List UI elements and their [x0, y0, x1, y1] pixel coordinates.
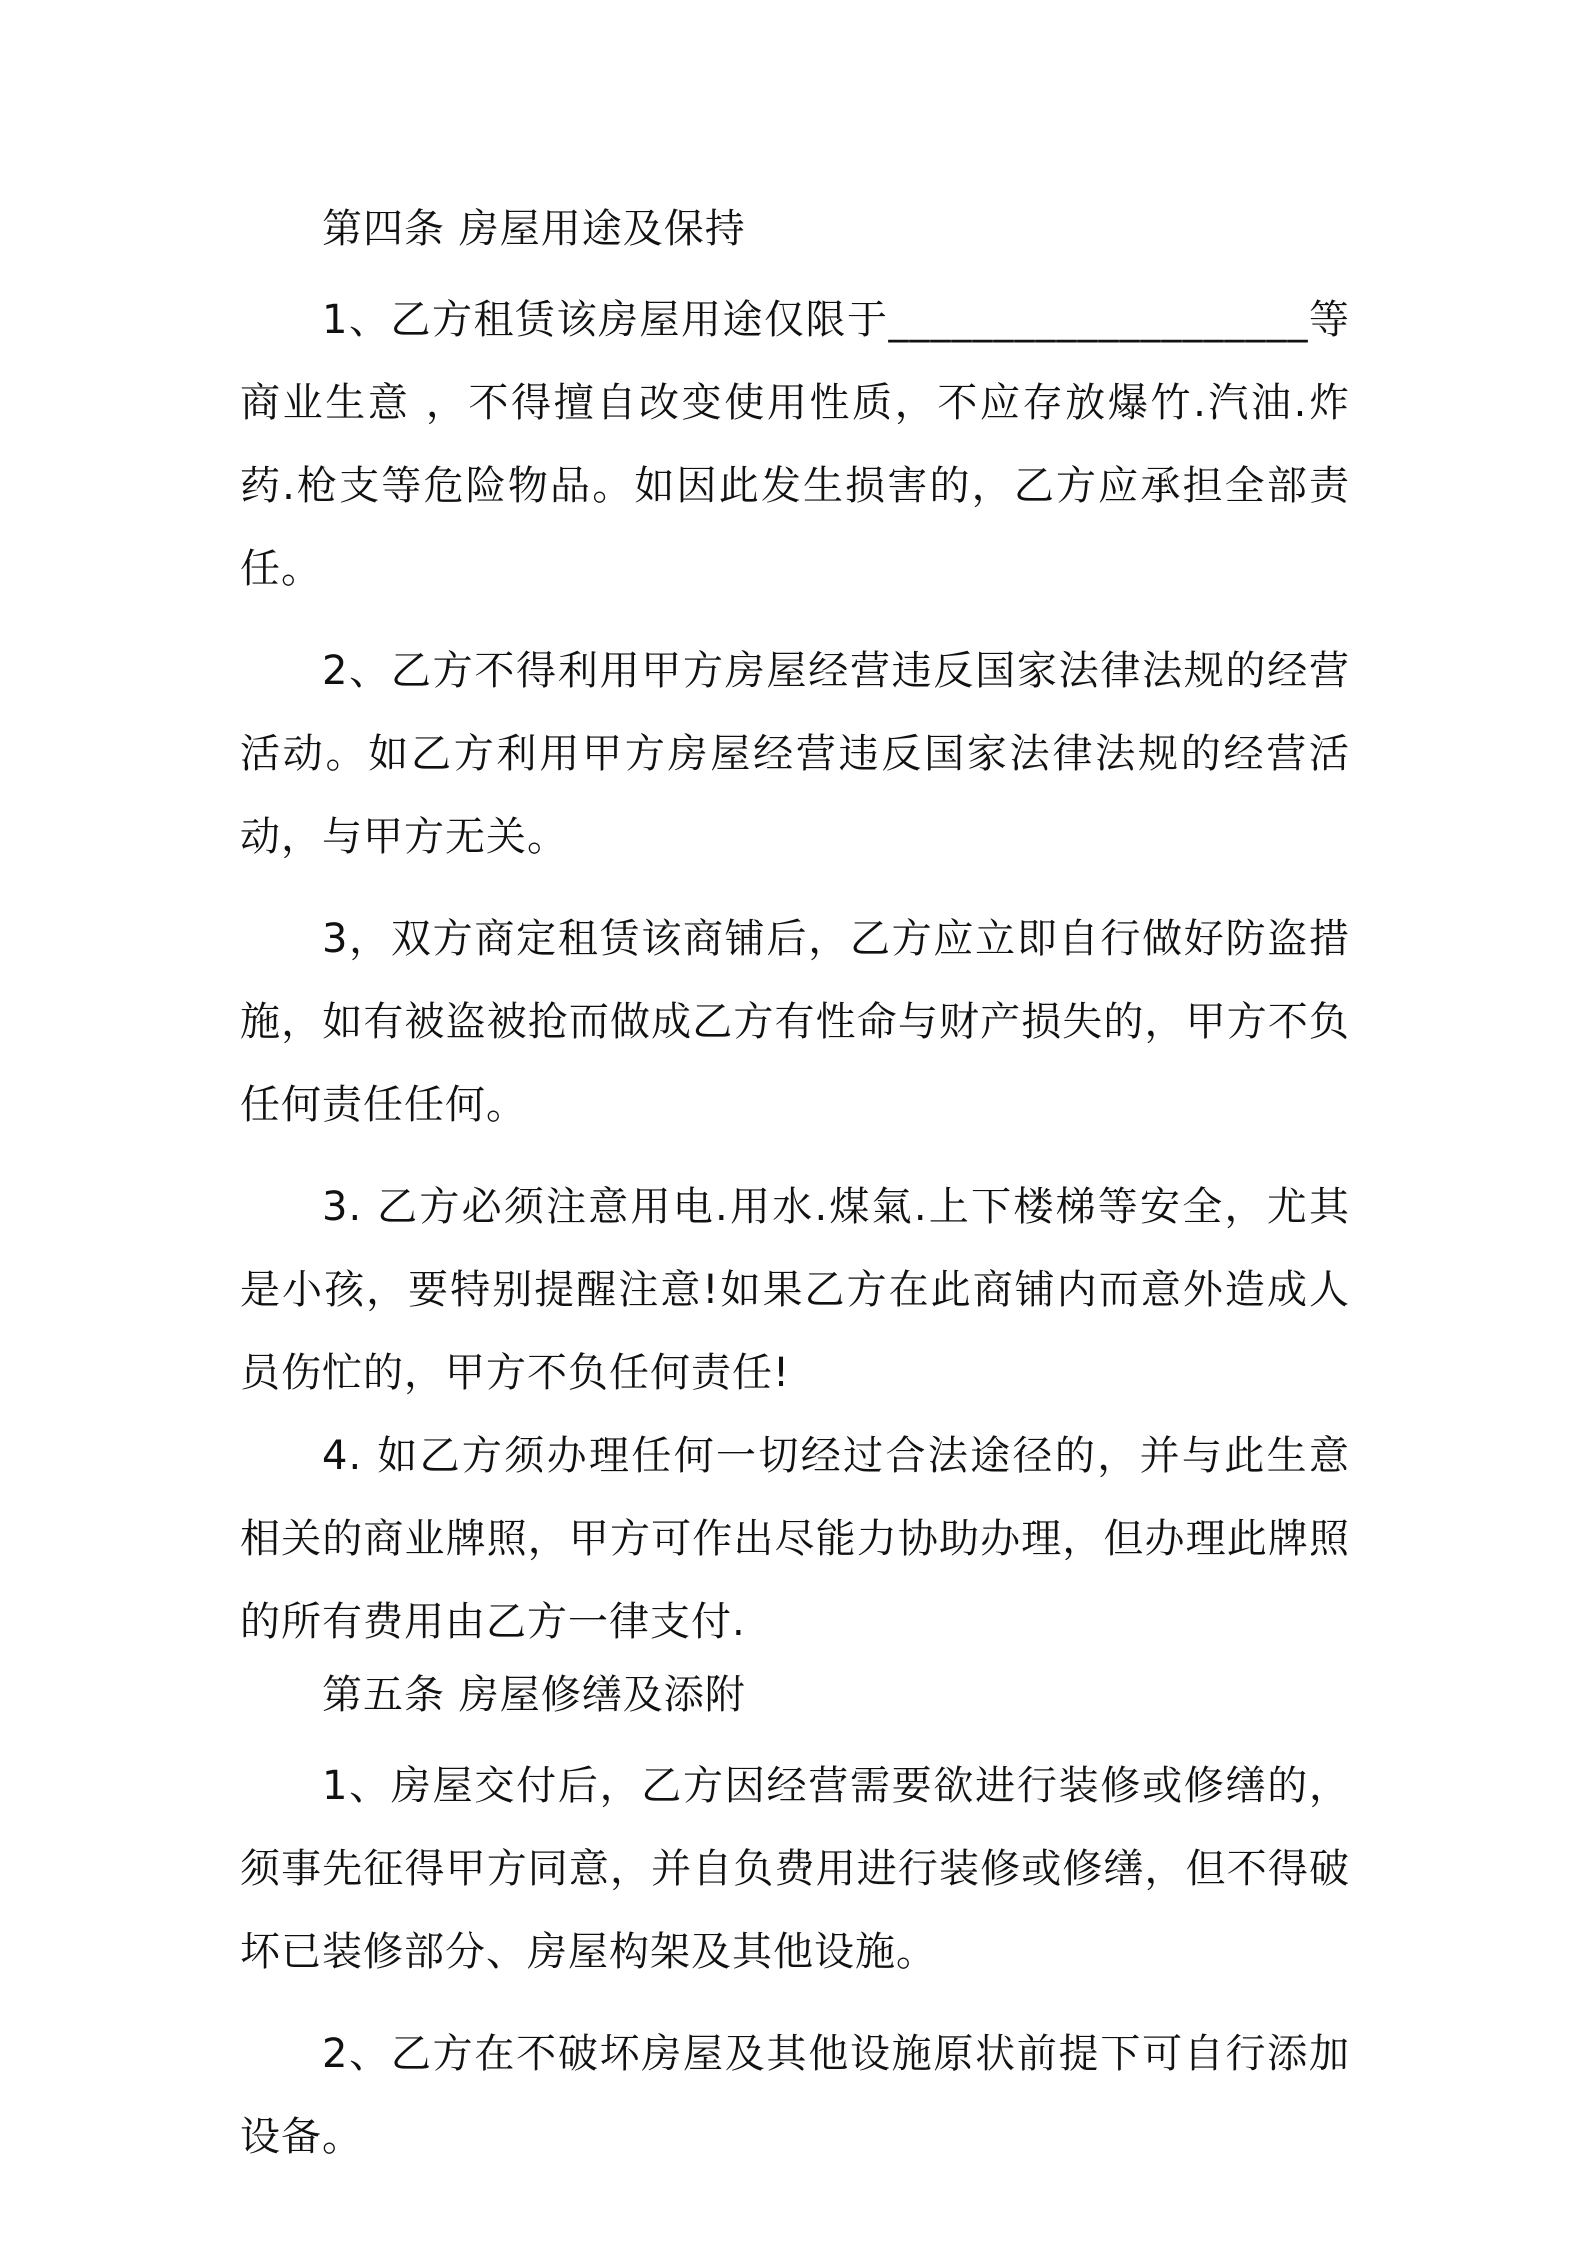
article-4-clause-3a: 3，双方商定租赁该商铺后，乙方应立即自行做好防盗措施，如有被盗被抢而做成乙方有性命与财产损失的，甲方不负任何责任任何。 [240, 916, 1350, 1128]
article-4-clause-1: 1、乙方租赁该房屋用途仅限于____________________等商业生意 ，不得擅自改变使用性质，不应存放爆竹.汽油.炸药.枪支等危险物品。如因此发生损害的，乙方应承担全部责任。 [240, 297, 1350, 592]
section-title-article-5: 第五条 房屋修缮及添附 [322, 1672, 746, 1718]
document-body [240, 198, 1350, 2198]
article-4-clause-3b: 3. 乙方必须注意用电.用水.煤氣.上下楼梯等安全，尤其是小孩，要特别提醒注意!如果乙方在此商铺内而意外造成人员伤忙的，甲方不负任何责任! [240, 1184, 1350, 1396]
article-4-clause-4: 4. 如乙方须办理任何一切经过合法途径的，并与此生意相关的商业牌照，甲方可作出尽能力协助办理，但办理此牌照的所有费用由乙方一律支付. [240, 1433, 1350, 1645]
article-5-clause-2: 2、乙方在不破坏房屋及其他设施原状前提下可自行添加设备。 [240, 2031, 1350, 2160]
article-4-clause-2: 2、乙方不得利用甲方房屋经营违反国家法律法规的经营活动。如乙方利用甲方房屋经营违反国家法律法规的经营活动，与甲方无关。 [240, 648, 1350, 860]
article-5-clause-1: 1、房屋交付后，乙方因经营需要欲进行装修或修缮的，须事先征得甲方同意，并自负费用进行装修或修缮，但不得破坏已装修部分、房屋构架及其他设施。 [240, 1763, 1350, 1975]
section-title-article-4: 第四条 房屋用途及保持 [322, 206, 746, 252]
